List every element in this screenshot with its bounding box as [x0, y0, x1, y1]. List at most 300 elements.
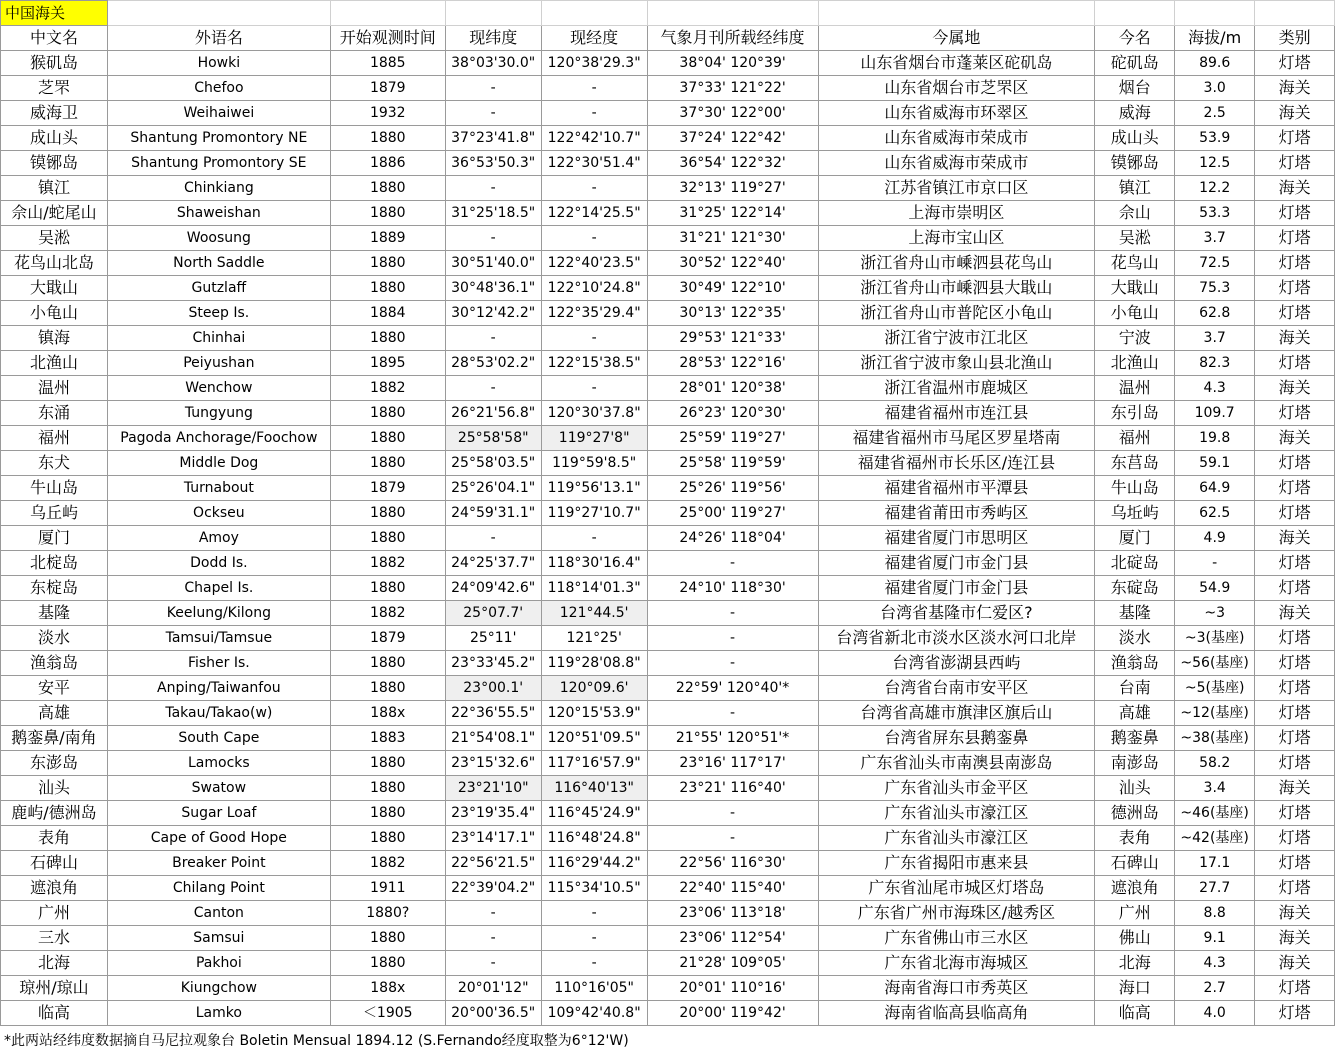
- table-cell: 4.9: [1175, 526, 1255, 551]
- table-cell: ~38(基座): [1175, 726, 1255, 751]
- table-cell: 乌坵屿: [1095, 501, 1175, 526]
- table-cell: 28°01' 120°38': [647, 376, 818, 401]
- table-cell: 威海卫: [1, 101, 108, 126]
- table-cell: 芝罘: [1, 76, 108, 101]
- table-cell: 石碑山: [1, 851, 108, 876]
- table-cell: Weihaiwei: [107, 101, 330, 126]
- table-cell: 23°14'17.1": [445, 826, 541, 851]
- table-cell: 1882: [330, 601, 445, 626]
- table-cell: 淡水: [1, 626, 108, 651]
- table-cell: 镇江: [1, 176, 108, 201]
- table-row: [1, 251, 1335, 276]
- table-cell: 1880: [330, 526, 445, 551]
- table-cell: 30°12'42.2": [445, 301, 541, 326]
- table-cell: 渔翁岛: [1095, 651, 1175, 676]
- table-cell: 吴淞: [1095, 226, 1175, 251]
- table-cell: 122°15'38.5": [541, 351, 647, 376]
- table-cell: 海关: [1255, 76, 1335, 101]
- table-cell: 东引岛: [1095, 401, 1175, 426]
- table-cell: 镆铘岛: [1095, 151, 1175, 176]
- table-cell: 宁波: [1095, 326, 1175, 351]
- table-cell: 1880: [330, 426, 445, 451]
- table-cell: 北椗岛: [1, 551, 108, 576]
- table-cell: -: [647, 826, 818, 851]
- table-row: [1, 301, 1335, 326]
- table-cell: 南澎岛: [1095, 751, 1175, 776]
- table-row: [1, 776, 1335, 801]
- column-header: 现经度: [541, 26, 647, 51]
- table-cell: 62.5: [1175, 501, 1255, 526]
- table-cell: 海关: [1255, 901, 1335, 926]
- table-cell: 1880: [330, 926, 445, 951]
- table-cell: -: [541, 101, 647, 126]
- table-cell: 82.3: [1175, 351, 1255, 376]
- table-cell: 佘山/蛇尾山: [1, 201, 108, 226]
- table-cell: Kiungchow: [107, 976, 330, 1001]
- table-cell: 19.8: [1175, 426, 1255, 451]
- table-cell: 28°53' 122°16': [647, 351, 818, 376]
- table-cell: 海关: [1255, 601, 1335, 626]
- table-cell: 海关: [1255, 426, 1335, 451]
- table-cell: 24°26' 118°04': [647, 526, 818, 551]
- table-row: [1, 551, 1335, 576]
- table-cell: 灯塔: [1255, 451, 1335, 476]
- table-cell: 台湾省澎湖县西屿: [818, 651, 1095, 676]
- table-cell: 海关: [1255, 926, 1335, 951]
- table-row: [1, 476, 1335, 501]
- table-cell: 1880: [330, 576, 445, 601]
- table-cell: 德洲岛: [1095, 801, 1175, 826]
- table-cell: 30°48'36.1": [445, 276, 541, 301]
- table-cell: -: [1175, 551, 1255, 576]
- table-cell: 1889: [330, 226, 445, 251]
- table-cell: Lamocks: [107, 751, 330, 776]
- table-cell: 23°06' 113°18': [647, 901, 818, 926]
- table-cell: 1882: [330, 376, 445, 401]
- table-cell: 广东省汕头市濠江区: [818, 826, 1095, 851]
- footnote: *此两站经纬度数据摘自马尼拉观象台 Boletin Mensual 1894.12 (S.Fernando经度取整为6°12'W): [4, 1033, 629, 1049]
- table-row: [1, 201, 1335, 226]
- table-cell: 山东省威海市荣成市: [818, 126, 1095, 151]
- table-cell: 64.9: [1175, 476, 1255, 501]
- table-row: [1, 676, 1335, 701]
- table-cell: 广东省揭阳市惠来县: [818, 851, 1095, 876]
- table-cell: 115°34'10.5": [541, 876, 647, 901]
- table-cell: 海南省海口市秀英区: [818, 976, 1095, 1001]
- table-cell: 广东省北海市海城区: [818, 951, 1095, 976]
- table-cell: 汕头: [1095, 776, 1175, 801]
- table-cell: 4.3: [1175, 376, 1255, 401]
- table-cell: 3.4: [1175, 776, 1255, 801]
- table-cell: 基隆: [1, 601, 108, 626]
- table-cell: 1880: [330, 451, 445, 476]
- table-cell: 25°00' 119°27': [647, 501, 818, 526]
- table-cell: 25°26'04.1": [445, 476, 541, 501]
- column-header: 开始观测时间: [330, 26, 445, 51]
- table-cell: 鹅銮鼻/南角: [1, 726, 108, 751]
- table-cell: Peiyushan: [107, 351, 330, 376]
- table-cell: 1879: [330, 476, 445, 501]
- table-cell: Howki: [107, 51, 330, 76]
- table-cell: 鹅銮鼻: [1095, 726, 1175, 751]
- table-cell: 琼州/琼山: [1, 976, 108, 1001]
- table-cell: Sugar Loaf: [107, 801, 330, 826]
- table-cell: -: [647, 651, 818, 676]
- table-cell: -: [445, 901, 541, 926]
- table-cell: 116°40'13": [541, 776, 647, 801]
- table-cell: -: [647, 701, 818, 726]
- table-cell: Takau/Takao(w): [107, 701, 330, 726]
- table-cell: 116°29'44.2": [541, 851, 647, 876]
- table-cell: 122°42'10.7": [541, 126, 647, 151]
- table-cell: 23°19'35.4": [445, 801, 541, 826]
- table-cell: -: [445, 526, 541, 551]
- table-row: [1, 751, 1335, 776]
- table-cell: South Cape: [107, 726, 330, 751]
- table-cell: -: [445, 951, 541, 976]
- table-cell: 118°14'01.3": [541, 576, 647, 601]
- table-cell: 台湾省高雄市旗津区旗后山: [818, 701, 1095, 726]
- table-cell: -: [647, 601, 818, 626]
- table-cell: 灯塔: [1255, 301, 1335, 326]
- table-cell: 188x: [330, 976, 445, 1001]
- table-cell: 25°07.7': [445, 601, 541, 626]
- table-cell: 36°53'50.3": [445, 151, 541, 176]
- table-cell: Anping/Taiwanfou: [107, 676, 330, 701]
- table-cell: 122°10'24.8": [541, 276, 647, 301]
- table-cell: 海关: [1255, 526, 1335, 551]
- table-cell: -: [445, 326, 541, 351]
- table-cell: 12.2: [1175, 176, 1255, 201]
- table-cell: 29°53' 121°33': [647, 326, 818, 351]
- table-cell: 1882: [330, 851, 445, 876]
- table-cell: 上海市宝山区: [818, 226, 1095, 251]
- table-cell: 佘山: [1095, 201, 1175, 226]
- table-cell: 32°13' 119°27': [647, 176, 818, 201]
- table-cell: 23°06' 112°54': [647, 926, 818, 951]
- table-cell: 山东省威海市环翠区: [818, 101, 1095, 126]
- table-cell: 东涌: [1, 401, 108, 426]
- table-cell: 1879: [330, 76, 445, 101]
- table-cell: Samsui: [107, 926, 330, 951]
- table-cell: 120°38'29.3": [541, 51, 647, 76]
- table-cell: 福建省福州市连江县: [818, 401, 1095, 426]
- table-cell: 21°55' 120°51'*: [647, 726, 818, 751]
- table-cell: 广东省佛山市三水区: [818, 926, 1095, 951]
- table-row: [1, 576, 1335, 601]
- table-cell: 122°35'29.4": [541, 301, 647, 326]
- table-cell: 灯塔: [1255, 151, 1335, 176]
- table-cell: 山东省烟台市芝罘区: [818, 76, 1095, 101]
- table-cell: -: [647, 551, 818, 576]
- table-cell: 37°24' 122°42': [647, 126, 818, 151]
- table-cell: 23°21'10": [445, 776, 541, 801]
- table-cell: 37°33' 121°22': [647, 76, 818, 101]
- table-cell: Turnabout: [107, 476, 330, 501]
- table-cell: 灯塔: [1255, 726, 1335, 751]
- table-cell: 山东省威海市荣成市: [818, 151, 1095, 176]
- table-cell: 3.7: [1175, 226, 1255, 251]
- table-row: [1, 176, 1335, 201]
- table-cell: 1880: [330, 126, 445, 151]
- table-cell: 17.1: [1175, 851, 1255, 876]
- table-row: [1, 1001, 1335, 1026]
- table-cell: 26°23' 120°30': [647, 401, 818, 426]
- table-cell: 122°14'25.5": [541, 201, 647, 226]
- table-cell: 福建省福州市平潭县: [818, 476, 1095, 501]
- table-cell: 表角: [1, 826, 108, 851]
- table-cell: 31°21' 121°30': [647, 226, 818, 251]
- table-cell: Shantung Promontory SE: [107, 151, 330, 176]
- table-cell: 浙江省宁波市象山县北渔山: [818, 351, 1095, 376]
- table-cell: 24°09'42.6": [445, 576, 541, 601]
- table-cell: 北碇岛: [1095, 551, 1175, 576]
- table-cell: Amoy: [107, 526, 330, 551]
- table-cell: 27.7: [1175, 876, 1255, 901]
- table-cell: 1911: [330, 876, 445, 901]
- table-cell: 1880: [330, 751, 445, 776]
- table-cell: 1880: [330, 501, 445, 526]
- table-row: [1, 726, 1335, 751]
- table-cell: 台湾省台南市安平区: [818, 676, 1095, 701]
- table-cell: 猴矶岛: [1, 51, 108, 76]
- table-cell: 1895: [330, 351, 445, 376]
- table-row: [1, 451, 1335, 476]
- table-row: [1, 326, 1335, 351]
- table-cell: 江苏省镇江市京口区: [818, 176, 1095, 201]
- table-row: [1, 351, 1335, 376]
- table-cell: -: [541, 326, 647, 351]
- table-cell: 119°27'8": [541, 426, 647, 451]
- table-cell: 53.3: [1175, 201, 1255, 226]
- table-cell: 24°25'37.7": [445, 551, 541, 576]
- table-cell: 20°01' 110°16': [647, 976, 818, 1001]
- table-cell: 117°16'57.9": [541, 751, 647, 776]
- table-cell: 54.9: [1175, 576, 1255, 601]
- table-cell: 浙江省宁波市江北区: [818, 326, 1095, 351]
- table-cell: Chinhai: [107, 326, 330, 351]
- table-row: [1, 826, 1335, 851]
- table-cell: -: [541, 951, 647, 976]
- table-cell: 临高: [1095, 1001, 1175, 1026]
- table-cell: 大戢山: [1, 276, 108, 301]
- table-cell: 台湾省屏东县鹅銮鼻: [818, 726, 1095, 751]
- table-cell: 灯塔: [1255, 251, 1335, 276]
- table-cell: ＜1905: [330, 1001, 445, 1026]
- table-cell: 25°26' 119°56': [647, 476, 818, 501]
- table-cell: 淡水: [1095, 626, 1175, 651]
- table-cell: 灯塔: [1255, 626, 1335, 651]
- table-cell: 福建省福州市马尾区罗星塔南: [818, 426, 1095, 451]
- table-cell: 119°27'10.7": [541, 501, 647, 526]
- table-cell: 58.2: [1175, 751, 1255, 776]
- table-cell: 遮浪角: [1095, 876, 1175, 901]
- table-cell: 灯塔: [1255, 226, 1335, 251]
- table-cell: 北渔山: [1095, 351, 1175, 376]
- table-cell: 山东省烟台市蓬莱区砣矶岛: [818, 51, 1095, 76]
- table-cell: 1880: [330, 676, 445, 701]
- table-cell: 30°13' 122°35': [647, 301, 818, 326]
- table-cell: 119°28'08.8": [541, 651, 647, 676]
- table-cell: 镆铘岛: [1, 151, 108, 176]
- table-cell: 灯塔: [1255, 876, 1335, 901]
- table-row: [1, 526, 1335, 551]
- column-header: 中文名: [1, 26, 108, 51]
- table-cell: Tungyung: [107, 401, 330, 426]
- table-cell: -: [541, 926, 647, 951]
- table-row: [1, 801, 1335, 826]
- table-cell: ~42(基座): [1175, 826, 1255, 851]
- table-cell: 灯塔: [1255, 751, 1335, 776]
- table-cell: -: [445, 76, 541, 101]
- table-cell: 121°25': [541, 626, 647, 651]
- table-cell: 表角: [1095, 826, 1175, 851]
- table-cell: 广东省广州市海珠区/越秀区: [818, 901, 1095, 926]
- table-cell: 24°59'31.1": [445, 501, 541, 526]
- table-cell: 广东省汕头市金平区: [818, 776, 1095, 801]
- table-row: [1, 151, 1335, 176]
- table-cell: 东莒岛: [1095, 451, 1175, 476]
- table-cell: 浙江省舟山市嵊泗县大戢山: [818, 276, 1095, 301]
- table-cell: ~46(基座): [1175, 801, 1255, 826]
- table-cell: 30°49' 122°10': [647, 276, 818, 301]
- table-cell: -: [541, 376, 647, 401]
- table-cell: 3.7: [1175, 326, 1255, 351]
- table-cell: -: [647, 801, 818, 826]
- table-cell: 海口: [1095, 976, 1175, 1001]
- table-cell: 37°23'41.8": [445, 126, 541, 151]
- table-cell: 1885: [330, 51, 445, 76]
- table-cell: 25°58' 119°59': [647, 451, 818, 476]
- table-cell: 花鸟山: [1095, 251, 1175, 276]
- table-cell: North Saddle: [107, 251, 330, 276]
- column-header: 海拔/m: [1175, 26, 1255, 51]
- table-cell: Chefoo: [107, 76, 330, 101]
- table-cell: 遮浪角: [1, 876, 108, 901]
- table-cell: 海关: [1255, 326, 1335, 351]
- table-cell: 东碇岛: [1095, 576, 1175, 601]
- table-cell: 22°40' 115°40': [647, 876, 818, 901]
- table-cell: 灯塔: [1255, 801, 1335, 826]
- table-cell: 浙江省舟山市嵊泗县花鸟山: [818, 251, 1095, 276]
- table-cell: 25°58'03.5": [445, 451, 541, 476]
- table-cell: Middle Dog: [107, 451, 330, 476]
- table-cell: 25°58'58": [445, 426, 541, 451]
- table-cell: 灯塔: [1255, 976, 1335, 1001]
- table-cell: 1880: [330, 276, 445, 301]
- table-cell: Chilang Point: [107, 876, 330, 901]
- table-cell: 25°11': [445, 626, 541, 651]
- table-cell: 东椗岛: [1, 576, 108, 601]
- table-cell: 灯塔: [1255, 476, 1335, 501]
- table-cell: 灯塔: [1255, 651, 1335, 676]
- table-cell: Tamsui/Tamsue: [107, 626, 330, 651]
- table-cell: 福建省厦门市思明区: [818, 526, 1095, 551]
- table-cell: Steep Is.: [107, 301, 330, 326]
- table-cell: 牛山岛: [1, 476, 108, 501]
- table-cell: 临高: [1, 1001, 108, 1026]
- table-cell: 大戢山: [1095, 276, 1175, 301]
- table-row: [1, 626, 1335, 651]
- table-cell: 120°09.6': [541, 676, 647, 701]
- table-cell: 厦门: [1, 526, 108, 551]
- table-cell: 4.3: [1175, 951, 1255, 976]
- table-cell: 福建省厦门市金门县: [818, 551, 1095, 576]
- table-cell: Keelung/Kilong: [107, 601, 330, 626]
- table-cell: 北渔山: [1, 351, 108, 376]
- table-cell: 25°59' 119°27': [647, 426, 818, 451]
- table-cell: 21°28' 109°05': [647, 951, 818, 976]
- table-cell: ~3: [1175, 601, 1255, 626]
- table-cell: 1880: [330, 776, 445, 801]
- table-cell: 鹿屿/德洲岛: [1, 801, 108, 826]
- table-cell: 22°56'21.5": [445, 851, 541, 876]
- table-cell: 北海: [1095, 951, 1175, 976]
- table-cell: 1883: [330, 726, 445, 751]
- table-cell: -: [541, 901, 647, 926]
- table-cell: 1932: [330, 101, 445, 126]
- table-cell: Shaweishan: [107, 201, 330, 226]
- table-cell: Chapel Is.: [107, 576, 330, 601]
- table-cell: 广州: [1, 901, 108, 926]
- table-cell: 北海: [1, 951, 108, 976]
- table-cell: 1886: [330, 151, 445, 176]
- table-cell: 灯塔: [1255, 351, 1335, 376]
- table-cell: Wenchow: [107, 376, 330, 401]
- table-cell: 乌丘屿: [1, 501, 108, 526]
- table-cell: 基隆: [1095, 601, 1175, 626]
- table-cell: ~3(基座): [1175, 626, 1255, 651]
- table-cell: 广州: [1095, 901, 1175, 926]
- table-cell: 1880: [330, 176, 445, 201]
- table-cell: Cape of Good Hope: [107, 826, 330, 851]
- table-cell: 26°21'56.8": [445, 401, 541, 426]
- table-cell: 121°44.5': [541, 601, 647, 626]
- table-cell: ~56(基座): [1175, 651, 1255, 676]
- table-cell: 灯塔: [1255, 201, 1335, 226]
- table-cell: 广东省汕头市南澳县南澎岛: [818, 751, 1095, 776]
- table-cell: 福建省厦门市金门县: [818, 576, 1095, 601]
- table-row: [1, 76, 1335, 101]
- table-cell: 灯塔: [1255, 501, 1335, 526]
- table-cell: 灯塔: [1255, 701, 1335, 726]
- table-cell: 31°25'18.5": [445, 201, 541, 226]
- table-cell: -: [541, 76, 647, 101]
- table-cell: 海南省临高县临高角: [818, 1001, 1095, 1026]
- table-cell: 30°52' 122°40': [647, 251, 818, 276]
- table-cell: 台湾省新北市淡水区淡水河口北岸: [818, 626, 1095, 651]
- table-cell: 75.3: [1175, 276, 1255, 301]
- table-cell: 2.5: [1175, 101, 1255, 126]
- table-cell: 12.5: [1175, 151, 1255, 176]
- table-cell: 温州: [1095, 376, 1175, 401]
- table-row: [1, 401, 1335, 426]
- table-cell: 23°16' 117°17': [647, 751, 818, 776]
- table-cell: 119°59'8.5": [541, 451, 647, 476]
- table-cell: 1880?: [330, 901, 445, 926]
- table-row: [1, 926, 1335, 951]
- table-cell: 上海市崇明区: [818, 201, 1095, 226]
- table-cell: 53.9: [1175, 126, 1255, 151]
- table-cell: 浙江省温州市鹿城区: [818, 376, 1095, 401]
- table-cell: Breaker Point: [107, 851, 330, 876]
- table-cell: 1880: [330, 326, 445, 351]
- table-row: [1, 601, 1335, 626]
- table-row: [1, 701, 1335, 726]
- table-row: [1, 226, 1335, 251]
- table-cell: 1880: [330, 401, 445, 426]
- column-header: 现纬度: [445, 26, 541, 51]
